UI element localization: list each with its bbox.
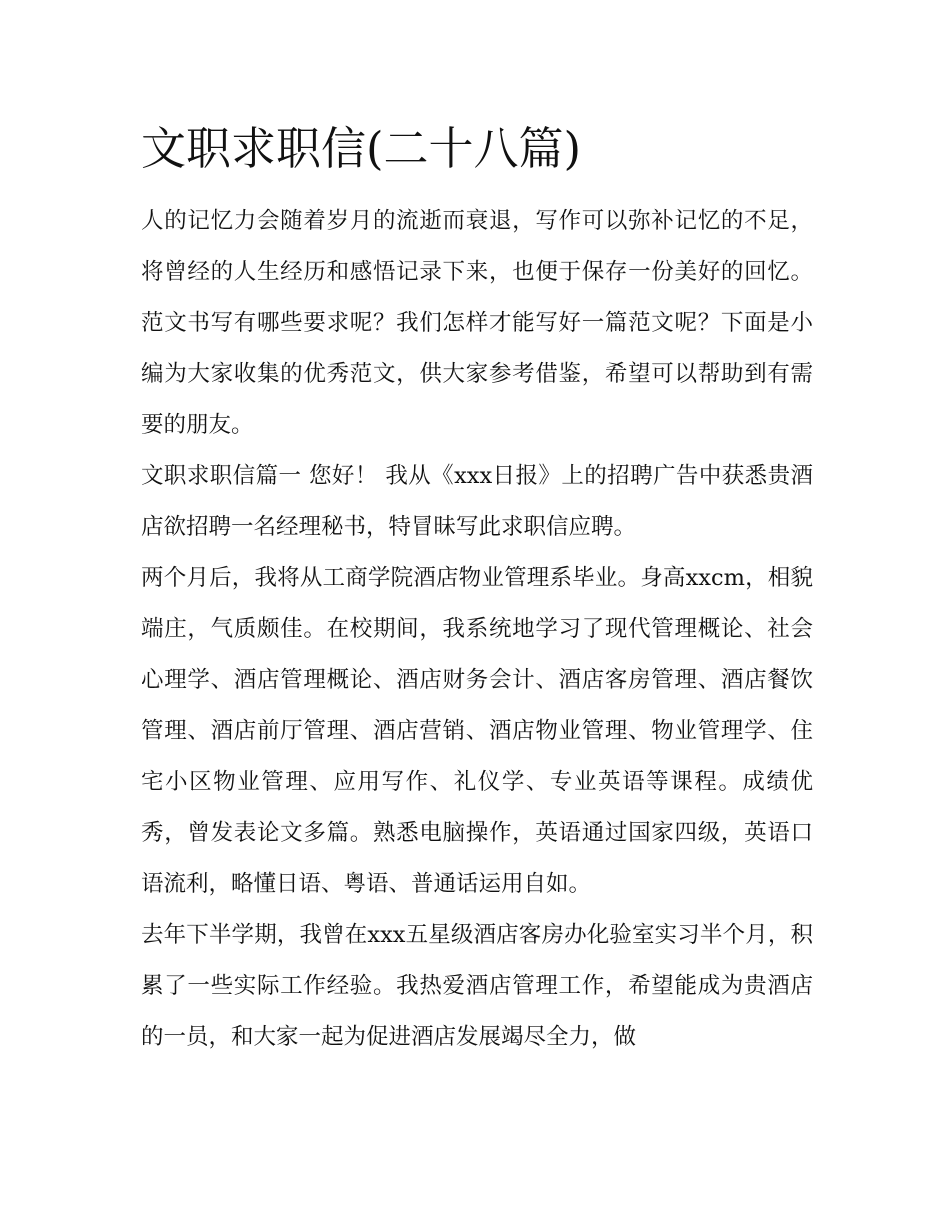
letter-opening-paragraph: 文职求职信篇一 您好！ 我从《xxx日报》上的招聘广告中获悉贵酒店欲招聘一名经理秘书，特冒昧写此求职信应聘。: [141, 463, 813, 540]
document-body: [141, 118, 813, 1063]
intro-paragraph: 人的记忆力会随着岁月的流逝而衰退，写作可以弥补记忆的不足，将曾经的人生经历和感悟记录下来，也便于保存一份美好的回忆。范文书写有哪些要求呢？我们怎样才能写好一篇范文呢？下面是小编为大家收集的优秀范文，供大家参考借鉴，希望可以帮助到有需要的朋友。: [141, 208, 813, 438]
education-paragraph: 两个月后，我将从工商学院酒店物业管理系毕业。身高xxcm，相貌端庄，气质颇佳。在校期间，我系统地学习了现代管理概论、社会心理学、酒店管理概论、酒店财务会计、酒店客房管理、酒店餐饮管理、酒店前厅管理、酒店营销、酒店物业管理、物业管理学、住宅小区物业管理、应用写作、礼仪学、专业英语等课程。成绩优秀，曾发表论文多篇。熟悉电脑操作，英语通过国家四级，英语口语流利，略懂日语、粤语、普通话运用自如。: [141, 565, 813, 897]
experience-paragraph: 去年下半学期，我曾在xxx五星级酒店客房办化验室实习半个月，积累了一些实际工作经验。我热爱酒店管理工作，希望能成为贵酒店的一员，和大家一起为促进酒店发展竭尽全力，做: [141, 922, 813, 1050]
document-title: 文职求职信(二十八篇): [141, 122, 582, 175]
